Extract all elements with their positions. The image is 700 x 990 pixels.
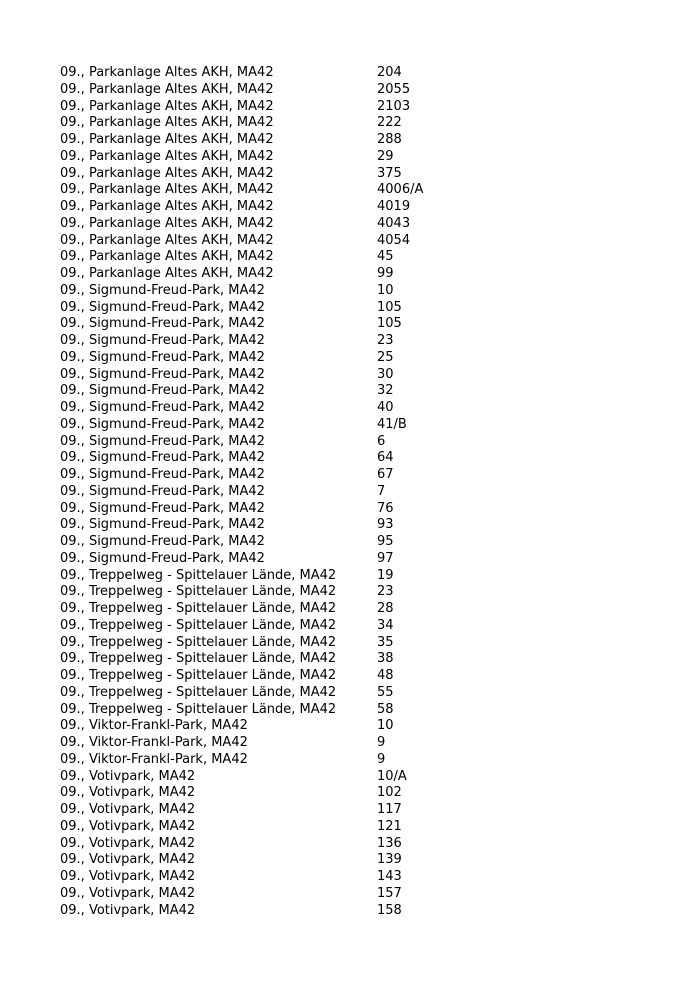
table-row (60, 450, 660, 467)
number-cell: 2055 (377, 81, 411, 97)
table-row (60, 501, 660, 518)
table-row (60, 350, 660, 367)
location-cell: 09., Sigmund-Freud-Park, MA42 (60, 333, 265, 348)
number-cell: 28 (377, 601, 394, 616)
location-cell: 09., Sigmund-Freud-Park, MA42 (60, 483, 265, 499)
number-cell: 58 (377, 701, 394, 717)
number-cell: 41/B (377, 416, 407, 432)
location-cell: 09., Treppelweg - Spittelauer Lände, MA42 (60, 601, 337, 616)
number-cell: 7 (377, 483, 386, 499)
number-cell: 121 (377, 818, 402, 834)
location-cell: 09., Votivpark, MA42 (60, 785, 196, 801)
number-cell: 117 (377, 802, 402, 817)
location-cell: 09., Sigmund-Freud-Park, MA42 (60, 500, 265, 516)
number-cell: 55 (377, 684, 394, 700)
location-cell: 09., Sigmund-Freud-Park, MA42 (60, 366, 265, 382)
location-cell: 09., Votivpark, MA42 (60, 768, 196, 784)
table-row (60, 735, 660, 752)
table-row (60, 434, 660, 451)
table-row (60, 769, 660, 786)
location-cell: 09., Viktor-Frankl-Park, MA42 (60, 735, 248, 750)
table-row (60, 233, 660, 250)
number-cell: 157 (377, 885, 402, 901)
table-row (60, 65, 660, 82)
number-cell: 23 (377, 584, 394, 600)
number-cell: 67 (377, 467, 394, 482)
number-cell: 95 (377, 534, 394, 549)
number-cell: 38 (377, 651, 394, 667)
number-cell: 375 (377, 165, 402, 181)
table-row (60, 99, 660, 116)
table-row (60, 115, 660, 132)
location-cell: 09., Sigmund-Freud-Park, MA42 (60, 550, 265, 566)
location-cell: 09., Parkanlage Altes AKH, MA42 (60, 215, 274, 231)
number-cell: 48 (377, 668, 394, 683)
number-cell: 23 (377, 333, 394, 348)
location-cell: 09., Parkanlage Altes AKH, MA42 (60, 115, 274, 131)
location-cell: 09., Votivpark, MA42 (60, 885, 196, 901)
location-cell: 09., Sigmund-Freud-Park, MA42 (60, 433, 265, 449)
table-row (60, 400, 660, 417)
table-row (60, 584, 660, 601)
table-row (60, 417, 660, 434)
table-row (60, 149, 660, 166)
number-cell: 76 (377, 500, 394, 516)
table-row (60, 551, 660, 568)
table-row (60, 635, 660, 652)
location-cell: 09., Parkanlage Altes AKH, MA42 (60, 65, 274, 80)
table-row (60, 367, 660, 384)
number-cell: 9 (377, 751, 386, 767)
table-row (60, 903, 660, 920)
location-cell: 09., Votivpark, MA42 (60, 802, 196, 817)
location-cell: 09., Parkanlage Altes AKH, MA42 (60, 182, 274, 198)
location-cell: 09., Sigmund-Freud-Park, MA42 (60, 450, 265, 466)
number-cell: 25 (377, 349, 394, 365)
number-cell: 64 (377, 450, 394, 466)
location-cell: 09., Votivpark, MA42 (60, 835, 196, 851)
location-cell: 09., Parkanlage Altes AKH, MA42 (60, 249, 274, 265)
number-cell: 99 (377, 266, 394, 281)
number-cell: 158 (377, 902, 402, 918)
number-cell: 143 (377, 869, 402, 884)
location-cell: 09., Sigmund-Freud-Park, MA42 (60, 299, 265, 315)
table-row (60, 869, 660, 886)
table-row (60, 166, 660, 183)
number-cell: 2103 (377, 98, 411, 114)
number-cell: 97 (377, 550, 394, 566)
location-cell: 09., Votivpark, MA42 (60, 852, 196, 868)
table-row (60, 517, 660, 534)
number-cell: 9 (377, 735, 386, 750)
number-cell: 222 (377, 115, 402, 131)
table-row (60, 886, 660, 903)
table-row (60, 484, 660, 501)
number-cell: 105 (377, 299, 402, 315)
location-cell: 09., Sigmund-Freud-Park, MA42 (60, 316, 265, 332)
location-cell: 09., Sigmund-Freud-Park, MA42 (60, 282, 265, 298)
location-cell: 09., Parkanlage Altes AKH, MA42 (60, 132, 274, 147)
number-cell: 6 (377, 433, 386, 449)
number-cell: 19 (377, 567, 394, 583)
number-cell: 29 (377, 148, 394, 164)
location-cell: 09., Sigmund-Freud-Park, MA42 (60, 383, 265, 399)
location-cell: 09., Sigmund-Freud-Park, MA42 (60, 534, 265, 549)
table-row (60, 467, 660, 484)
location-cell: 09., Parkanlage Altes AKH, MA42 (60, 266, 274, 281)
location-cell: 09., Votivpark, MA42 (60, 818, 196, 834)
number-cell: 40 (377, 400, 394, 415)
table-row (60, 333, 660, 350)
table-row (60, 702, 660, 719)
location-cell: 09., Parkanlage Altes AKH, MA42 (60, 199, 274, 214)
table-row (60, 383, 660, 400)
table-row (60, 283, 660, 300)
number-cell: 136 (377, 835, 402, 851)
table-row (60, 534, 660, 551)
table-row (60, 132, 660, 149)
number-cell: 139 (377, 852, 402, 868)
number-cell: 34 (377, 617, 394, 633)
table-row (60, 300, 660, 317)
table-row (60, 685, 660, 702)
table-row (60, 752, 660, 769)
location-cell: 09., Treppelweg - Spittelauer Lände, MA42 (60, 668, 337, 683)
location-cell: 09., Parkanlage Altes AKH, MA42 (60, 165, 274, 181)
location-cell: 09., Treppelweg - Spittelauer Lände, MA42 (60, 584, 337, 600)
number-cell: 35 (377, 634, 394, 650)
table-row (60, 819, 660, 836)
number-cell: 4019 (377, 199, 411, 214)
location-cell: 09., Sigmund-Freud-Park, MA42 (60, 467, 265, 482)
location-cell: 09., Treppelweg - Spittelauer Lände, MA42 (60, 684, 337, 700)
table-row (60, 852, 660, 869)
location-cell: 09., Sigmund-Freud-Park, MA42 (60, 416, 265, 432)
table-row (60, 618, 660, 635)
table-row (60, 601, 660, 618)
table-row (60, 216, 660, 233)
number-cell: 10 (377, 718, 394, 734)
number-cell: 4043 (377, 215, 411, 231)
location-cell: 09., Parkanlage Altes AKH, MA42 (60, 98, 274, 114)
location-cell: 09., Treppelweg - Spittelauer Lände, MA42 (60, 701, 337, 717)
table-row (60, 182, 660, 199)
number-cell: 45 (377, 249, 394, 265)
table-row (60, 316, 660, 333)
number-cell: 4054 (377, 232, 411, 248)
number-cell: 102 (377, 785, 402, 801)
table-row (60, 802, 660, 819)
number-cell: 204 (377, 65, 402, 80)
table-row (60, 785, 660, 802)
location-cell: 09., Viktor-Frankl-Park, MA42 (60, 718, 248, 734)
number-cell: 10 (377, 282, 394, 298)
location-cell: 09., Votivpark, MA42 (60, 902, 196, 918)
number-cell: 93 (377, 517, 394, 533)
table-row (60, 249, 660, 266)
number-cell: 30 (377, 366, 394, 382)
location-cell: 09., Treppelweg - Spittelauer Lände, MA42 (60, 617, 337, 633)
location-cell: 09., Treppelweg - Spittelauer Lände, MA42 (60, 634, 337, 650)
number-cell: 10/A (377, 768, 407, 784)
location-cell: 09., Treppelweg - Spittelauer Lände, MA42 (60, 651, 337, 667)
table-row (60, 199, 660, 216)
number-cell: 4006/A (377, 182, 424, 198)
location-cell: 09., Sigmund-Freud-Park, MA42 (60, 517, 265, 533)
table-row (60, 266, 660, 283)
table-row (60, 836, 660, 853)
table-row (60, 651, 660, 668)
location-cell: 09., Treppelweg - Spittelauer Lände, MA42 (60, 567, 337, 583)
location-cell: 09., Parkanlage Altes AKH, MA42 (60, 81, 274, 97)
location-cell: 09., Viktor-Frankl-Park, MA42 (60, 751, 248, 767)
location-cell: 09., Sigmund-Freud-Park, MA42 (60, 349, 265, 365)
number-cell: 105 (377, 316, 402, 332)
table-row (60, 82, 660, 99)
tree-list-table (60, 65, 660, 919)
number-cell: 288 (377, 132, 402, 147)
table-row (60, 718, 660, 735)
number-cell: 32 (377, 383, 394, 399)
table-row (60, 668, 660, 685)
location-cell: 09., Parkanlage Altes AKH, MA42 (60, 148, 274, 164)
location-cell: 09., Parkanlage Altes AKH, MA42 (60, 232, 274, 248)
location-cell: 09., Sigmund-Freud-Park, MA42 (60, 400, 265, 415)
location-cell: 09., Votivpark, MA42 (60, 869, 196, 884)
table-row (60, 568, 660, 585)
